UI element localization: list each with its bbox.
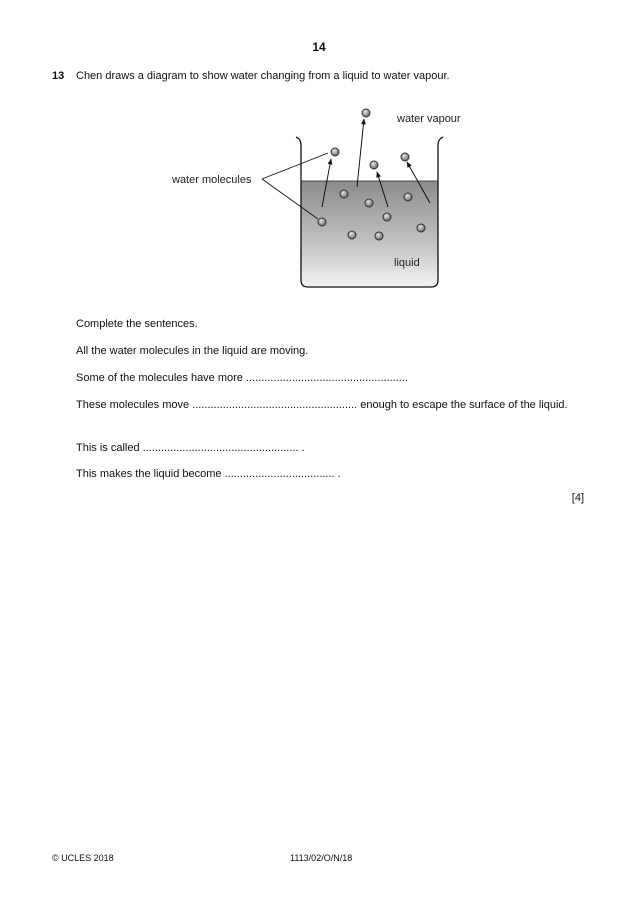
liquid-fill [301,181,438,287]
footer-copyright: © UCLES 2018 [52,853,114,863]
sentence-4-start: This is called [76,442,140,454]
label-water-vapour: water vapour [397,113,461,125]
vapour-molecule [401,153,409,161]
vapour-molecule [370,161,378,169]
sentence-2-end: . [404,372,408,384]
liquid-molecule [318,218,326,226]
answer-blank-3[interactable]: ................................................... [142,442,299,454]
liquid-molecule [404,193,412,201]
evaporation-diagram [0,95,638,300]
vapour-molecule [331,148,339,156]
question-number: 13 [52,70,65,82]
sentence-3 [76,397,586,413]
label-water-molecules: water molecules [172,174,252,186]
vapour-molecule [362,109,370,117]
label-pointer [262,153,328,179]
answer-blank-1[interactable]: .................................................... [245,372,405,384]
sentence-5-start: This makes the liquid become [76,468,222,480]
liquid-molecule [375,232,383,240]
question-text: Chen draws a diagram to show water changing from a liquid to water vapour. [76,70,450,82]
liquid-molecule [417,224,425,232]
footer-code: 1113/02/O/N/18 [290,853,353,863]
sentence-4 [76,440,586,456]
sentence-5 [76,466,586,482]
sentence-3-end: enough to escape the surface of the liquid. [360,399,568,411]
answer-blank-4[interactable]: .................................... [224,468,335,480]
sentence-3-start: These molecules move [76,399,190,411]
page-number: 14 [312,40,326,54]
sentence-4-end: . [301,442,305,454]
answer-blank-2[interactable]: ...................................................... [192,399,358,411]
liquid-molecule [383,213,391,221]
sentence-2-start: Some of the molecules have more [76,372,243,384]
marks: [4] [571,492,584,504]
sentence-2 [76,370,586,386]
liquid-molecule [340,190,348,198]
instruction: Complete the sentences. [76,318,198,330]
sentence-5-end: . [337,468,341,480]
liquid-molecule [365,199,373,207]
sentence-1: All the water molecules in the liquid are moving. [76,345,309,357]
label-liquid: liquid [394,257,420,269]
liquid-molecule [348,231,356,239]
arrow [357,119,364,187]
